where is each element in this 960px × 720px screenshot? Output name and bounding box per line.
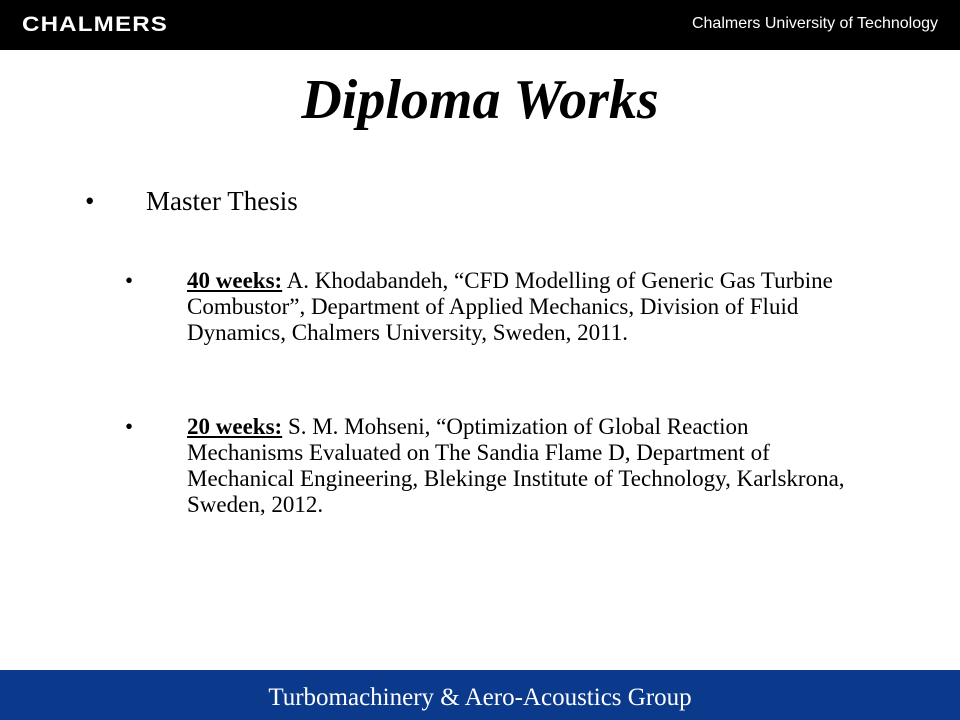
footer-bar [0,670,960,720]
header-bar [0,0,960,50]
university-name: Chalmers University of Technology [691,15,938,32]
list-item-text [187,414,845,518]
bullet-icon: • [125,414,134,439]
bullet-icon: • [85,186,95,216]
section-heading-text: Master Thesis [146,186,298,216]
thesis-reference: S. M. Mohseni, “Optimization of Global Reaction Mechanisms Evaluated on The Sandia Flame D, Department of Mechanical Engineering, Blekinge Institute of Technology, Karlskrona, Sweden, 2012. [187,414,845,517]
group-name: Turbomachinery & Aero-Acoustics Group [268,684,692,711]
duration-label: 40 weeks: [187,268,283,293]
list-item-text [187,268,845,346]
slide-title: Diploma Works [301,69,659,131]
list-item [125,414,845,518]
list-item [125,268,845,346]
chalmers-logo: CHALMERS [22,13,169,36]
bullet-icon: • [125,268,134,293]
duration-label: 20 weeks: [187,414,283,439]
thesis-reference: A. Khodabandeh, “CFD Modelling of Generic Gas Turbine Combustor”, Department of Applied Mechanics, Division of Fluid Dynamics, Chalmers University, Sweden, 2011. [187,268,833,345]
